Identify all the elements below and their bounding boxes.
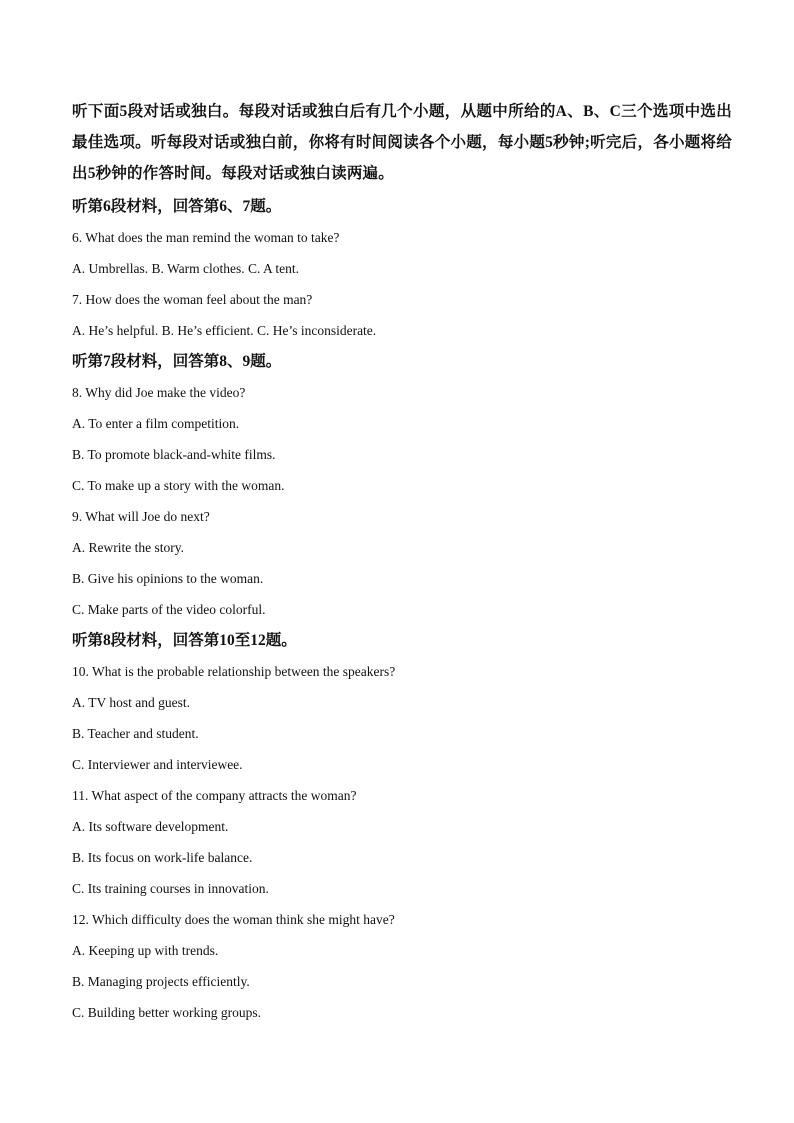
question-12-option-a: A. Keeping up with trends. [72, 943, 219, 958]
question-12-option-c: C. Building better working groups. [72, 1005, 261, 1020]
question-10-option-c: C. Interviewer and interviewee. [72, 757, 243, 772]
question-11-option-c: C. Its training courses in innovation. [72, 881, 269, 896]
section-heading: 听第6段材料，回答第6、7题。 [72, 198, 282, 215]
question-11-option-b: B. Its focus on work-life balance. [72, 850, 253, 865]
question-9: 9. What will Joe do next? [72, 509, 210, 524]
question-9-option-a: A. Rewrite the story. [72, 540, 184, 555]
question-10: 10. What is the probable relationship between the speakers? [72, 664, 396, 679]
question-9-option-c: C. Make parts of the video colorful. [72, 602, 266, 617]
section-heading: 听第7段材料，回答第8、9题。 [72, 353, 282, 370]
section-heading: 听第8段材料，回答第10至12题。 [72, 632, 297, 649]
section-6 [72, 191, 732, 346]
question-9-option-b: B. Give his opinions to the woman. [72, 571, 264, 586]
question-6-options: A. Umbrellas. B. Warm clothes. C. A tent. [72, 261, 300, 276]
question-10-option-a: A. TV host and guest. [72, 695, 190, 710]
instructions-paragraph: 听下面5段对话或独白。每段对话或独白后有几个小题，从题中所给的A、B、C三个选项中选出最佳选项。听每段对话或独白前，你将有时间阅读各个小题，每小题5秒钟;听完后，各小题将给出5秒钟的作答时间。每段对话或独白读两遍。 [72, 103, 732, 182]
question-8-option-b: B. To promote black-and-white films. [72, 447, 276, 462]
section-7 [72, 346, 732, 625]
question-10-option-b: B. Teacher and student. [72, 726, 199, 741]
question-12: 12. Which difficulty does the woman think she might have? [72, 912, 395, 927]
question-8: 8. Why did Joe make the video? [72, 385, 246, 400]
question-8-option-a: A. To enter a film competition. [72, 416, 240, 431]
question-7: 7. How does the woman feel about the man? [72, 292, 313, 307]
document-page [72, 96, 732, 1028]
question-6: 6. What does the man remind the woman to take? [72, 230, 340, 245]
section-8 [72, 625, 732, 1028]
question-11-option-a: A. Its software development. [72, 819, 229, 834]
question-11: 11. What aspect of the company attracts the woman? [72, 788, 357, 803]
question-12-option-b: B. Managing projects efficiently. [72, 974, 250, 989]
question-8-option-c: C. To make up a story with the woman. [72, 478, 285, 493]
question-7-options: A. He’s helpful. B. He’s efficient. C. He’s inconsiderate. [72, 323, 377, 338]
